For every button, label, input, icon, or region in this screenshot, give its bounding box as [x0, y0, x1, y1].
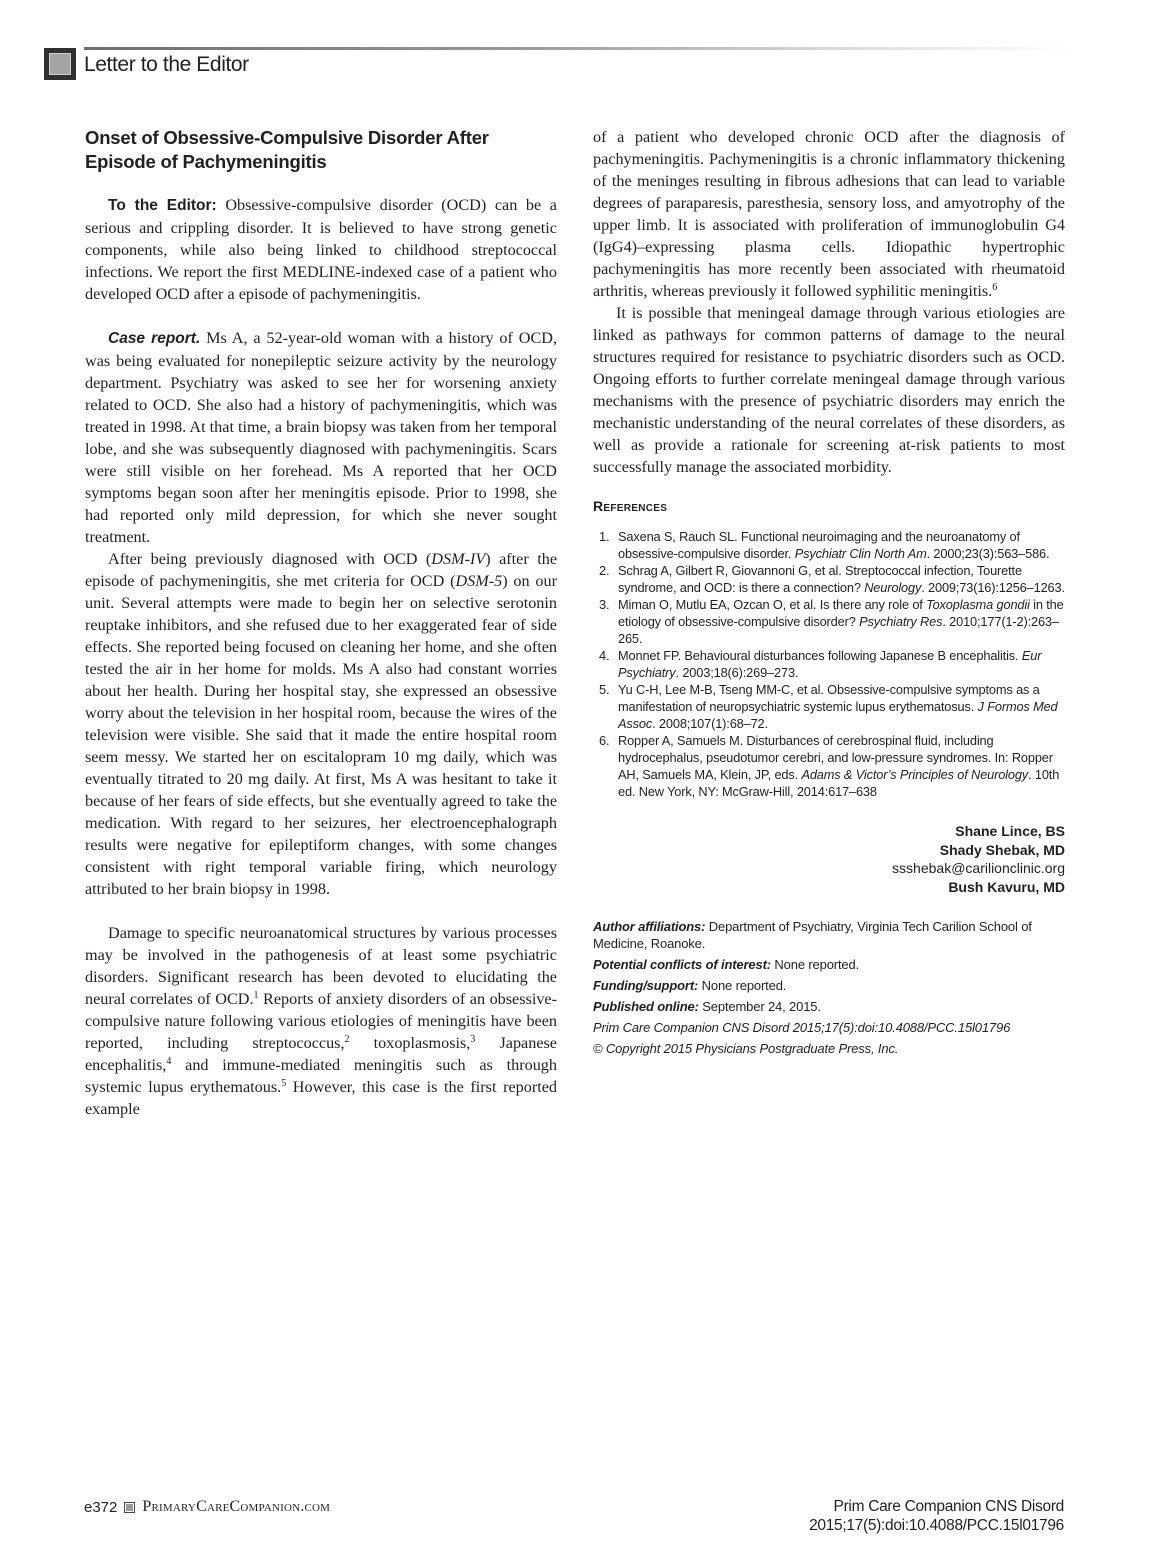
affiliations [593, 918, 1065, 952]
reference-number: 2. [599, 563, 610, 578]
citation-3[interactable]: 3 [470, 1034, 476, 1045]
reference-text-2: in the etiology of obsessive-compulsive disorder? [618, 597, 1064, 629]
published-date: September 24, 2015. [698, 999, 821, 1014]
case-report-text: Ms A, a 52-year-old woman with a history of OCD, was being evaluated for nonepileptic seizure activity by the neurology department. Psychiatry was asked to see her for worsening anxiety related to OCD. She also had a history of pachymeningitis, which was treated in 1998. At that time, a brain biopsy was taken from her temporal lobe, and she was subsequently diagnosed with pachymeningitis. Scars were still visible on her forehead. Ms A reported that her OCD symptoms began soon after her meningitis episode. Prior to 1998, she had reported only mild depression, for which she never sought treatment. [85, 329, 557, 546]
reference-text: Yu C-H, Lee M-B, Tseng MM-C, et al. Obsessive-compulsive symptoms as a manifestation of neuropsychiatric systemic lupus erythematosus. [618, 682, 1040, 714]
reference-journal: J Formos Med Assoc [618, 699, 1058, 731]
section-square-icon [44, 48, 76, 80]
section-title: Letter to the Editor [84, 53, 249, 76]
references-heading: References [593, 498, 668, 514]
affiliations-text: Department of Psychiatry, Virginia Tech Carilion School of Medicine, Roanoke. [593, 919, 1032, 951]
header-rule [84, 47, 1074, 50]
footer-journal: Prim Care Companion CNS Disord [833, 1498, 1064, 1515]
citation-6[interactable]: 6 [992, 282, 998, 293]
case-report-lead: Case report. [108, 330, 201, 347]
p4-text-a: Damage to specific neuroanatomical structures by various processes may be involved in the pathogenesis of at least some psychiatric disorders. Significant research has been devoted to elucidating the neural correlates of OCD. [85, 924, 557, 1008]
reference-details: . 2000;23(3):563–586. [926, 546, 1050, 561]
reference-text: Monnet FP. Behavioural disturbances following Japanese B encephalitis. [618, 648, 1022, 663]
site-link[interactable]: PrimaryCareCompanion.com [142, 1498, 331, 1515]
author-name: Shady Shebak, MD [939, 841, 1065, 858]
intro-text: Obsessive-compulsive disorder (OCD) can be a serious and crippling disorder. It is believed to have strong genetic components, while also being linked to childhood streptococcal infections. We report the first MEDLINE-indexed case of a patient who developed OCD after a episode of pachymeningitis. [85, 196, 557, 303]
affiliations-label: Author affiliations: [593, 919, 706, 934]
reference-item [593, 732, 1065, 800]
citation-1[interactable]: 1 [253, 990, 259, 1001]
p3-text-b: ) after the episode of pachymeningitis, she met criteria for OCD ( [85, 550, 557, 590]
reference-details: . 2010;177(1-2):263–265. [618, 614, 1059, 646]
conflicts-text: None reported. [770, 957, 860, 972]
reference-book: Adams & Victor’s Principles of Neurology [801, 767, 1029, 782]
author-email-link[interactable]: ssshebak@carilionclinic.org [892, 860, 1065, 876]
reference-text: Saxena S, Rauch SL. Functional neuroimaging and the neuroanatomy of obsessive-compulsive disorder. [618, 529, 1020, 561]
reference-item [593, 528, 1065, 562]
funding-label: Funding/support: [593, 978, 699, 993]
published-online [593, 998, 1065, 1015]
reference-item [593, 681, 1065, 732]
funding [593, 977, 1065, 994]
conclusion-paragraph: It is possible that meningeal damage through various etiologies are linked as pathways for common patterns of damage to the neural structures required for resistance to psychiatric disorders such as OCD. Ongoing efforts to further correlate meningeal damage through various mechanisms with the presence of psychiatric disorders may enrich the mechanistic understanding of the neural correlates of these disorders, as well as provide a rationale for screening at-risk patients to most successfully manage the associated morbidity. [593, 304, 1065, 476]
reference-journal: Psychiatry Res [859, 614, 943, 629]
reference-number: 1. [599, 529, 610, 544]
p4-text-e: and immune-mediated meningitis such as through systemic lupus erythematous. [85, 1056, 557, 1096]
case-report-paragraph [85, 327, 557, 548]
author-block [593, 822, 1065, 896]
p3-text-a: After being previously diagnosed with OCD ( [108, 550, 432, 568]
reference-text: Ropper A, Samuels M. Disturbances of cerebrospinal fluid, including hydrocephalus, pseudotumor cerebri, and low-pressure syndromes. In: Ropper AH, Samuels MA, Klein, JP, eds. [618, 733, 1053, 782]
footer-citation [809, 1497, 1064, 1535]
published-label: Published online: [593, 999, 699, 1014]
dsm-iv: DSM-IV [431, 550, 486, 568]
funding-text: None reported. [698, 978, 787, 993]
intro-paragraph [85, 194, 557, 305]
citation-2[interactable]: 2 [344, 1034, 350, 1045]
citation-line: Prim Care Companion CNS Disord 2015;17(5):doi:10.4088/PCC.15l01796 [593, 1020, 1011, 1035]
reference-number: 3. [599, 597, 610, 612]
reference-journal: Psychiatr Clin North Am [794, 546, 927, 561]
title-line-1: Onset of Obsessive-Compulsive Disorder After [85, 127, 489, 148]
title-line-2: Episode of Pachymeningitis [85, 151, 327, 172]
footer-doi: 2015;17(5):doi:10.4088/PCC.15l01796 [809, 1517, 1064, 1534]
reference-text: Schrag A, Gilbert R, Giovannoni G, et al. Streptococcal infection, Tourette syndrome, and OCD: is there a connection? [618, 563, 1022, 595]
reference-details: . 2009;73(16):1256–1263. [921, 580, 1065, 595]
citation-4[interactable]: 4 [166, 1056, 172, 1067]
conflicts-label: Potential conflicts of interest: [593, 957, 771, 972]
footer-left [84, 1498, 330, 1516]
article-meta [593, 918, 1065, 1057]
reference-text: Miman O, Mutlu EA, Ozcan O, et al. Is there any role of [618, 597, 927, 612]
discussion-paragraph [85, 922, 557, 1120]
reference-species: Toxoplasma gondii [926, 597, 1030, 612]
square-bullet-icon [124, 1502, 135, 1513]
reference-journal: Neurology [864, 580, 922, 595]
conflicts [593, 956, 1065, 973]
reference-journal: Eur Psychiatry [618, 648, 1042, 680]
dsm-5: DSM-5 [455, 572, 503, 590]
page-number: e372 [84, 1498, 118, 1516]
reference-number: 6. [599, 733, 610, 748]
reference-number: 4. [599, 648, 610, 663]
intro-lead: To the Editor: [108, 197, 217, 214]
reference-number: 5. [599, 682, 610, 697]
author-name: Bush Kavuru, MD [948, 878, 1065, 895]
discussion-paragraph-continued [593, 126, 1065, 302]
copyright-line: © Copyright 2015 Physicians Postgraduate Press, Inc. [593, 1041, 899, 1056]
references-list [593, 528, 1065, 800]
left-column [85, 126, 557, 1120]
p4-text-f-part1: However, this case is the first reported example [85, 1078, 558, 1118]
right-column [593, 126, 1065, 1061]
p4-text-c: toxoplasmosis, [349, 1034, 471, 1052]
reference-details: . 2003;18(6):269–273. [675, 665, 799, 680]
reference-item [593, 562, 1065, 596]
p3-text-c: ) on our unit. Several attempts were made to begin her on selective serotonin reuptake inhibitors, and she refused due to her exaggerated fear of side effects. She reported being focused on cleaning her home, and she often tested the air in her home for molds. Ms A also had constant worries about her health. During her hospital stay, she expressed an obsessive worry about the television in her hospital room, because the wires of the television were visible. She said that it made the entire hospital room seem messy. We started her on escitalopram 10 mg daily, which was eventually titrated to 20 mg daily. At first, Ms A was hesitant to take it because of her fears of side effects, but she eventually agreed to take the medication. With regard to her seizures, her electroencephalograph results were negative for epileptiform changes, with some changes consistent with right temporal variable firing, which neurology attributed to her brain biopsy in 1998. [85, 572, 557, 898]
article-title [85, 126, 557, 174]
p4-text-d: Japanese encephalitis, [85, 1034, 557, 1074]
reference-item [593, 596, 1065, 647]
treatment-paragraph [85, 548, 557, 900]
p4-text-b: Reports of anxiety disorders of an obsessive-compulsive nature following various etiologies of meningitis have been reported, including streptococcus, [85, 990, 558, 1052]
reference-details: . 10th ed. New York, NY: McGraw-Hill, 2014:617–638 [618, 767, 1060, 799]
reference-details: . 2008;107(1):68–72. [652, 716, 768, 731]
p4-text-f-part2: of a patient who developed chronic OCD after the diagnosis of pachymeningitis. Pachymeningitis is a chronic inflammatory thickening of the meninges resulting in fibrous adhesions that can lead to variable degrees of paraparesis, paresthesia, sensory loss, and amyotrophy of the upper limb. It is associated with proliferation of immunoglobulin G4 (IgG4)–expressing plasma cells. Idiopathic hypertrophic pachymeningitis has more recently been associated with rheumatoid arthritis, whereas previously it followed syphilitic meningitis. [593, 128, 1065, 300]
reference-item [593, 647, 1065, 681]
citation-5[interactable]: 5 [281, 1078, 287, 1089]
author-name: Shane Lince, BS [955, 823, 1065, 839]
